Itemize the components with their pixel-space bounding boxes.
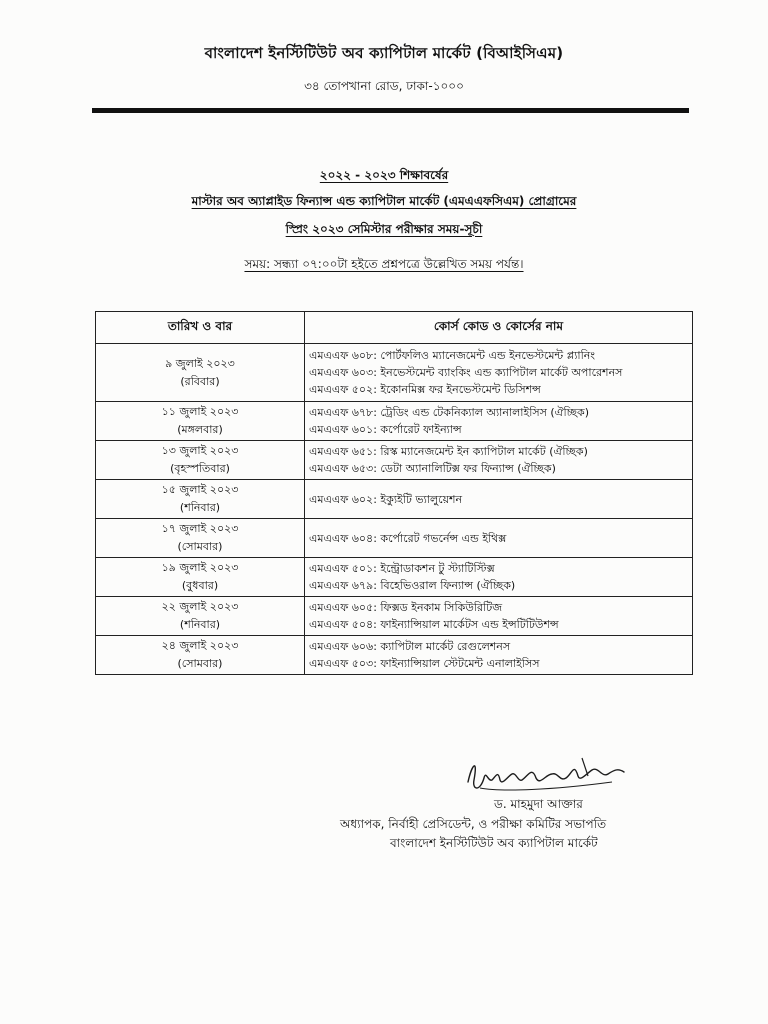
exam-date: ১৭ জুলাই ২০২৩: [161, 522, 239, 535]
exam-time-note: [0, 256, 768, 276]
exam-date-cell: [96, 402, 305, 441]
course-list-cell: [305, 402, 693, 441]
academic-year-text: ২০২২ - ২০২৩ শিক্ষাবর্ষের: [319, 168, 449, 182]
exam-weekday: (শনিবার): [179, 501, 221, 514]
table-header-row: [96, 312, 693, 344]
exam-date-cell: [96, 597, 305, 636]
schedule-title: [0, 221, 768, 241]
exam-weekday: (সোমবার): [177, 657, 223, 670]
schedule-title-text: স্প্রিং ২০২৩ সেমিস্টার পরীক্ষার সময়-সূচী: [285, 222, 483, 236]
exam-weekday: (রবিবার): [180, 374, 220, 388]
exam-weekday: (মঙ্গলবার): [177, 423, 223, 436]
signatory-institute: বাংলাদেশ ইনস্টিটিউট অব ক্যাপিটাল মার্কেট: [390, 836, 598, 850]
course-entry: এমএএফ ৬৫১: রিস্ক ম্যানেজমেন্ট ইন ক্যাপিটাল মার্কেট (ঐচ্ছিক): [309, 445, 588, 458]
course-list-cell: [305, 519, 693, 558]
academic-year-title: [0, 167, 768, 187]
exam-date: ১৯ জুলাই ২০২৩: [161, 561, 239, 574]
table-row: [96, 519, 693, 558]
course-list-cell: [305, 597, 693, 636]
exam-date-cell: [96, 519, 305, 558]
course-entry: এমএএফ ৫০২: ইকোনমিক্স ফর ইনভেস্টমেন্ট ডিসিশন্স: [309, 383, 541, 396]
table-row: [96, 558, 693, 597]
course-entry: এমএএফ ৬০৩: ইনভেস্টমেন্ট ব্যাংকিং এন্ড ক্যাপিটাল মার্কেট অপারেশনস: [309, 366, 623, 379]
course-entry: এমএএফ ৬৭৮: ট্রেডিং এন্ড টেকনিক্যাল অ্যানালাইসিস (ঐচ্ছিক): [309, 406, 590, 419]
program-text: মাস্টার অব অ্যাপ্লাইড ফিন্যান্স এন্ড ক্যাপিটাল মার্কেট (এমএএফসিএম) প্রোগ্রামের: [191, 194, 577, 208]
exam-schedule-body: [96, 344, 693, 675]
exam-date: ১১ জুলাই ২০২৩: [161, 405, 239, 418]
course-list-cell: [305, 636, 693, 675]
exam-weekday: (বুধবার): [181, 579, 219, 592]
date-column-header: তারিখ ও বার: [96, 312, 305, 344]
table-row: [96, 344, 693, 402]
exam-date: ২২ জুলাই ২০২৩: [161, 600, 239, 613]
course-list-cell: [305, 344, 693, 402]
course-entry: এমএএফ ৬৫৩: ডেটা অ্যানালিটিক্স ফর ফিন্যান্স (ঐচ্ছিক): [309, 462, 556, 475]
course-entry: এমএএফ ৬০৫: ফিক্সড ইনকাম সিকিউরিটিজ: [309, 601, 503, 614]
signatory-name: ড. মাহমুদা আক্তার: [494, 797, 583, 811]
exam-date: ৯ জুলাই ২০২৩: [165, 356, 235, 370]
exam-time-text: সময়: সন্ধ্যা ০৭:০০টা হইতে প্রশ্নপত্রে উল্লেখিত সময় পর্যন্ত।: [244, 257, 524, 271]
course-list-cell: [305, 558, 693, 597]
exam-date: ২৪ জুলাই ২০২৩: [161, 639, 239, 652]
exam-date-cell: [96, 558, 305, 597]
course-entry: এমএএফ ৬০৬: ক্যাপিটাল মার্কেট রেগুলেশনস: [309, 640, 511, 653]
course-entry: এমএএফ ৬০২: ইক্যুইটি ভ্যালুয়েশন: [309, 492, 463, 506]
exam-schedule-table: [95, 311, 693, 675]
table-row: [96, 441, 693, 480]
table-row: [96, 480, 693, 519]
exam-weekday: (বৃহস্পতিবার): [170, 462, 230, 475]
header-divider: [92, 108, 689, 113]
exam-date-cell: [96, 636, 305, 675]
handwritten-signature: [462, 752, 632, 798]
exam-date-cell: [96, 344, 305, 402]
signatory-title: অধ্যাপক, নির্বাহী প্রেসিডেন্ট, ও পরীক্ষা কমিটির সভাপতি: [340, 817, 607, 831]
exam-date-cell: [96, 480, 305, 519]
table-row: [96, 636, 693, 675]
exam-date: ১৩ জুলাই ২০২৩: [161, 444, 239, 457]
course-entry: এমএএফ ৬৭৯: বিহেভিওরাল ফিন্যান্স (ঐচ্ছিক): [309, 579, 516, 592]
course-entry: এমএএফ ৫০৪: ফাইন্যান্সিয়াল মার্কেটস এন্ড ইন্সটিটিউশন্স: [309, 618, 559, 631]
course-column-header: কোর্স কোড ও কোর্সের নাম: [305, 312, 693, 344]
course-list-cell: [305, 441, 693, 480]
course-entry: এমএএফ ৬০৪: কর্পোরেট গভর্নেন্স এন্ড ইথিক্স: [309, 531, 507, 545]
table-row: [96, 597, 693, 636]
program-title: [0, 193, 768, 213]
course-list-cell: [305, 480, 693, 519]
exam-date-cell: [96, 441, 305, 480]
course-entry: এমএএফ ৫০৩: ফাইন্যান্সিয়াল স্টেটমেন্ট এনালাইসিস: [309, 657, 540, 670]
course-entry: এমএএফ ৬০১: কর্পোরেট ফাইন্যান্স: [309, 423, 462, 436]
exam-date: ১৫ জুলাই ২০২৩: [161, 483, 239, 496]
exam-weekday: (সোমবার): [177, 540, 223, 553]
table-row: [96, 402, 693, 441]
exam-weekday: (শনিবার): [179, 618, 221, 631]
course-entry: এমএএফ ৬০৮: পোর্টফলিও ম্যানেজমেন্ট এন্ড ইনভেস্টমেন্ট প্ল্যানিং: [309, 349, 596, 362]
institute-name: বাংলাদেশ ইনস্টিটিউট অব ক্যাপিটাল মার্কেট (বিআইসিএম): [204, 44, 564, 62]
course-entry: এমএএফ ৫০১: ইন্ট্রোডাকশন টু স্ট্যাটিস্টিক্স: [309, 562, 495, 575]
institute-address: ৩৪ তোপখানা রোড, ঢাকা-১০০০: [304, 79, 464, 93]
